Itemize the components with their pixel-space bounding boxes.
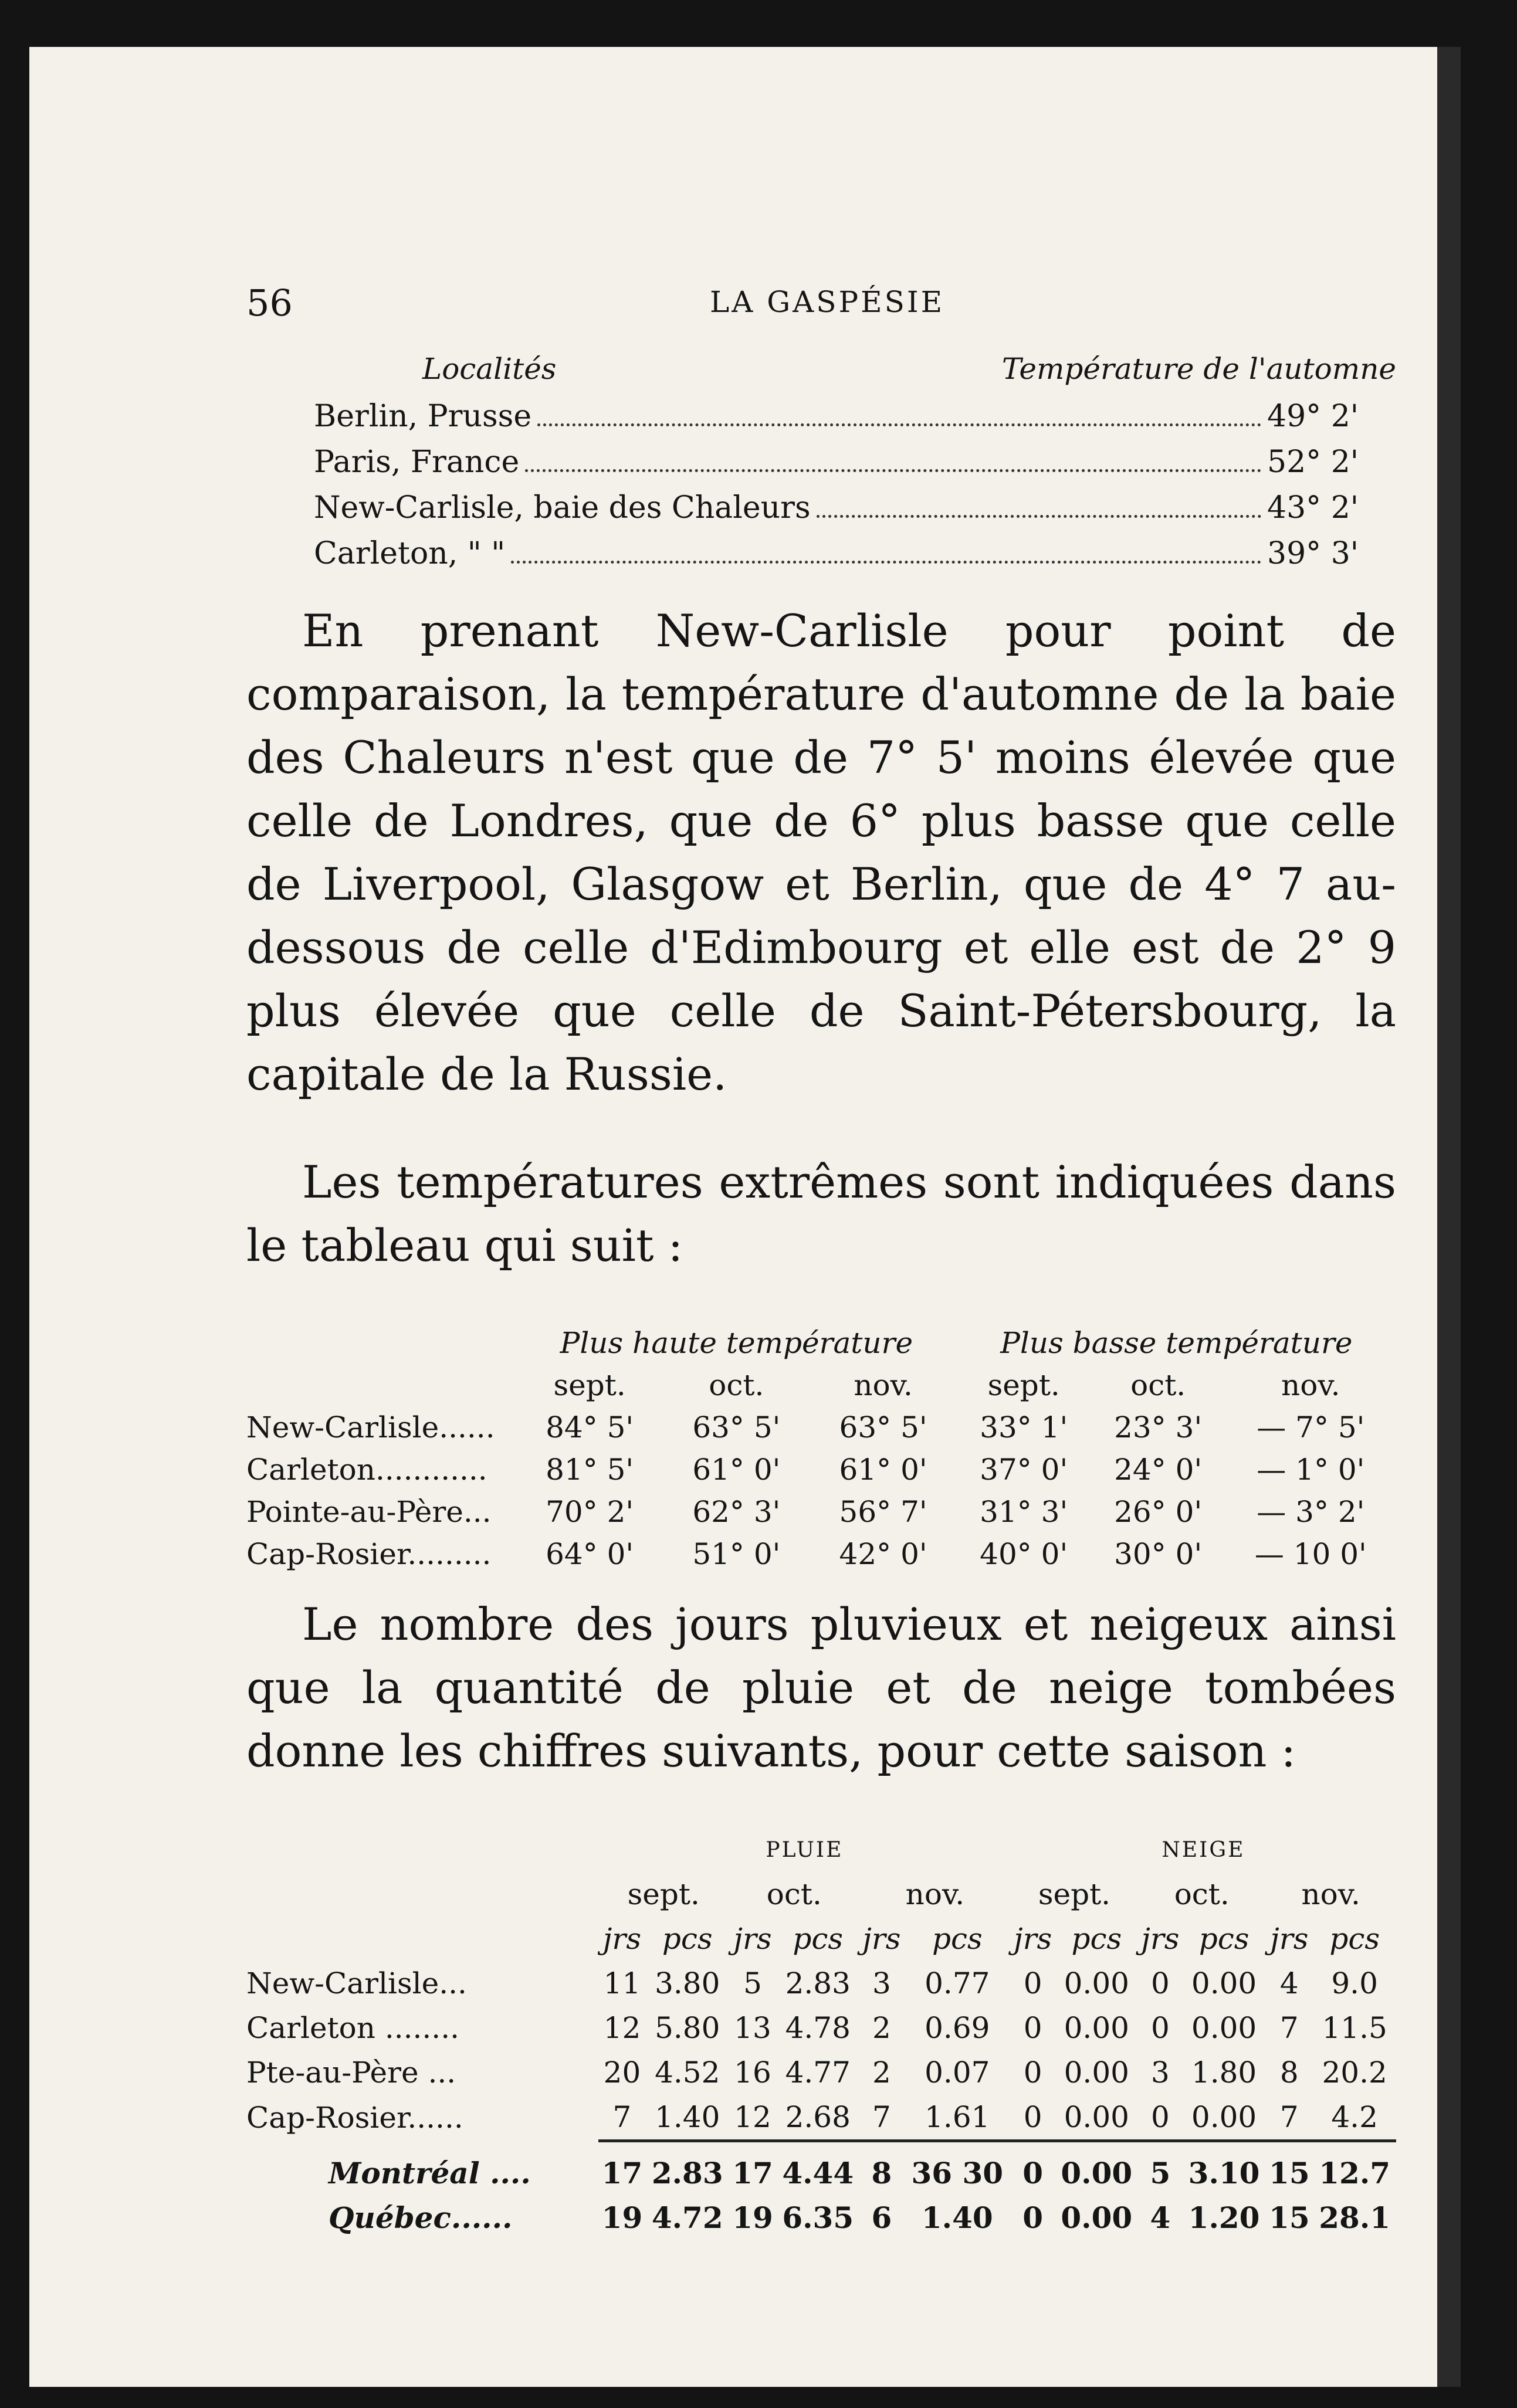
precipitation-cell: 20.2	[1322, 2056, 1387, 2090]
table3-months-header	[246, 1872, 1396, 1917]
precipitation-cell: 0	[1023, 2100, 1042, 2134]
divider-segment	[1313, 2141, 1396, 2151]
divider-spacer	[246, 2141, 598, 2151]
precipitation-cell: 4.44	[782, 2155, 854, 2190]
dot-leader	[525, 469, 1261, 472]
month-header: oct.	[709, 1368, 764, 1402]
table1-row	[246, 399, 1396, 445]
precipitation-cell: 3.80	[655, 1966, 720, 2000]
paragraph-comparison-text: En prenant New-Carlisle pour point de comparaison, la température d'automne de la baie des Chaleurs n'est que de 7° 5' moins élevée que celle de Londres, que de 6° plus basse que celle de Liverpool, Glasgow et Berlin, que de 4° 7 au-dessous de celle d'Edimbourg et elle est de 2° 9 plus élevée que celle de Saint-Pétersbourg, la capitale de la Russie.	[246, 605, 1396, 1100]
city-name: Québec......	[329, 2200, 513, 2235]
table3-divider	[246, 2141, 1396, 2151]
station-name: Carleton............	[246, 1453, 487, 1487]
precipitation-cell: 3	[1151, 2056, 1170, 2090]
month-header: sept.	[553, 1368, 626, 1402]
paragraph-extremes-text: Les températures extrêmes sont indiquées dans le tableau qui suit :	[246, 1156, 1396, 1271]
book-spine-shadow	[1437, 47, 1461, 2387]
dot-leader	[817, 515, 1261, 518]
precipitation-cell: 0	[1022, 2200, 1044, 2235]
precipitation-cell: 1.61	[925, 2100, 990, 2134]
precipitation-cell: 0.00	[1064, 2011, 1129, 2045]
precipitation-cell: 17	[601, 2155, 643, 2190]
precipitation-cell: 4	[1150, 2200, 1171, 2235]
month-header: sept.	[1038, 1877, 1111, 1911]
precipitation-cell: 36 30	[911, 2155, 1004, 2190]
precipitation-cell: 0	[1023, 1966, 1042, 2000]
precipitation-cell: 0.00	[1191, 2011, 1257, 2045]
temperature-cell: 64° 0'	[546, 1537, 634, 1571]
precipitation-cell: 7	[1279, 2011, 1299, 2045]
precipitation-cell: 0.69	[925, 2011, 990, 2045]
temperature-cell: 56° 7'	[839, 1495, 927, 1529]
precipitation-cell: 12.7	[1319, 2155, 1391, 2190]
precipitation-cell: 8	[871, 2155, 892, 2190]
precipitation-cell: 1.40	[655, 2100, 720, 2134]
snow-header: NEIGE	[1162, 1837, 1245, 1862]
unit-header: pcs	[793, 1922, 844, 1956]
precipitation-cell: 5	[1150, 2155, 1171, 2190]
table3-row	[246, 1961, 1396, 2006]
station-name: Cap-Rosier......	[246, 2101, 463, 2135]
precipitation-cell: 19	[732, 2200, 773, 2235]
temperature-cell: — 3° 2'	[1257, 1495, 1365, 1529]
precipitation-cell: 15	[1269, 2200, 1310, 2235]
unit-header: pcs	[1198, 1922, 1250, 1956]
temperature-cell: 24° 0'	[1114, 1453, 1203, 1487]
temperature-cell: 81° 5'	[546, 1453, 634, 1487]
precipitation-cell: 9.0	[1331, 1966, 1378, 2000]
precipitation-cell: 5	[743, 1966, 762, 2000]
city-name: Montréal ....	[329, 2155, 531, 2190]
precipitation-cell: 3	[872, 1966, 891, 2000]
autumn-temperature-value: 49° 2'	[1267, 399, 1359, 434]
precipitation-cell: 4	[1279, 1966, 1299, 2000]
precipitation-cell: 0	[1151, 2100, 1170, 2134]
precipitation-cell: 0.00	[1064, 2056, 1129, 2090]
precipitation-cell: 7	[872, 2100, 891, 2134]
rain-header: PLUIE	[766, 1837, 844, 1862]
table3-units-header	[246, 1917, 1396, 1961]
precipitation-cell: 2	[872, 2011, 891, 2045]
table2-row	[246, 1491, 1396, 1533]
dot-leader	[511, 561, 1261, 564]
autumn-temperature-table	[246, 346, 1396, 582]
table1-row	[246, 490, 1396, 536]
precipitation-cell: 11.5	[1322, 2011, 1387, 2045]
precipitation-cell: 0	[1023, 2011, 1042, 2045]
temperature-cell: 51° 0'	[692, 1537, 781, 1571]
running-title: LA GASPÉSIE	[710, 285, 945, 319]
temperature-cell: 42° 0'	[839, 1537, 927, 1571]
precipitation-cell: 2.83	[785, 1966, 851, 2000]
unit-header: jrs	[733, 1922, 772, 1956]
precipitation-cell: 0	[1151, 1966, 1170, 2000]
precipitation-cell: 0.00	[1064, 2100, 1129, 2134]
station-name: Carleton ........	[246, 2011, 459, 2045]
table1-row	[246, 445, 1396, 490]
unit-header: jrs	[1141, 1922, 1180, 1956]
autumn-temperature-value: 39° 3'	[1267, 536, 1359, 571]
precipitation-cell: 1.80	[1191, 2056, 1257, 2090]
page-number: 56	[246, 282, 293, 324]
precipitation-cell: 0.00	[1191, 1966, 1257, 2000]
temperature-cell: 33° 1'	[980, 1410, 1068, 1444]
station-name: Cap-Rosier.........	[246, 1537, 492, 1571]
precipitation-cell: 2.68	[785, 2100, 851, 2134]
station-name: Pointe-au-Père...	[246, 1495, 492, 1529]
divider-segment	[646, 2141, 729, 2151]
temperature-cell: 63° 5'	[839, 1410, 927, 1444]
temperature-cell: 40° 0'	[980, 1537, 1068, 1571]
temperature-cell: 63° 5'	[692, 1410, 781, 1444]
table2-group-header	[246, 1322, 1396, 1364]
precipitation-cell: 0.00	[1064, 1966, 1129, 2000]
precipitation-cell: 11	[603, 1966, 641, 2000]
precipitation-cell: 1.40	[921, 2200, 993, 2235]
paragraph-comparison	[246, 599, 1396, 1106]
precipitation-cell: 12	[734, 2100, 771, 2134]
table3-comparison-row	[246, 2151, 1396, 2195]
precipitation-cell: 7	[1279, 2100, 1299, 2134]
unit-header: pcs	[932, 1922, 983, 1956]
temperature-cell: 30° 0'	[1114, 1537, 1203, 1571]
divider-segment	[1265, 2141, 1313, 2151]
temperature-column-header: Température de l'automne	[1001, 352, 1396, 386]
precipitation-cell: 0.00	[1061, 2200, 1133, 2235]
precipitation-cell: 4.52	[655, 2056, 720, 2090]
table2-months-header	[246, 1364, 1396, 1406]
book-page	[29, 47, 1461, 2387]
precipitation-cell: 0.00	[1191, 2100, 1257, 2134]
table3-row	[246, 2006, 1396, 2050]
table3-group-header	[246, 1827, 1396, 1872]
low-temperature-header: Plus basse température	[1000, 1326, 1353, 1360]
precipitation-cell: 15	[1269, 2155, 1310, 2190]
month-header: sept.	[627, 1877, 700, 1911]
month-header: nov.	[1281, 1368, 1340, 1402]
table2-row	[246, 1449, 1396, 1491]
dot-leader	[537, 423, 1261, 426]
paragraph-precipitation-text: Le nombre des jours pluvieux et neigeux ainsi que la quantité de pluie et de neige tombées donne les chiffres suivants, pour cette saison :	[246, 1598, 1396, 1777]
high-temperature-header: Plus haute température	[560, 1326, 913, 1360]
autumn-temperature-value: 52° 2'	[1267, 445, 1359, 480]
month-header: oct.	[766, 1877, 822, 1911]
precipitation-cell: 5.80	[655, 2011, 720, 2045]
page-content	[246, 282, 1396, 2240]
running-header	[246, 282, 1396, 346]
extreme-temperatures-table	[246, 1322, 1396, 1575]
month-header: nov.	[905, 1877, 965, 1911]
month-header: oct.	[1130, 1368, 1186, 1402]
precipitation-cell: 0	[1023, 2056, 1042, 2090]
precipitation-cell: 2.83	[651, 2155, 723, 2190]
precipitation-cell: 20	[603, 2056, 641, 2090]
precipitation-cell: 4.78	[785, 2011, 851, 2045]
precipitation-cell: 0.77	[925, 1966, 990, 2000]
temperature-cell: 62° 3'	[692, 1495, 781, 1529]
precipitation-cell: 13	[734, 2011, 771, 2045]
paragraph-precipitation-intro	[246, 1593, 1396, 1783]
divider-segment	[1183, 2141, 1266, 2151]
table3-comparison-row	[246, 2195, 1396, 2240]
locality-name: Carleton, " "	[314, 536, 506, 571]
unit-header: jrs	[602, 1922, 641, 1956]
localities-column-header: Localités	[422, 352, 557, 386]
temperature-cell: 61° 0'	[839, 1453, 927, 1487]
paragraph-extremes-intro	[246, 1151, 1396, 1277]
divider-segment	[1138, 2141, 1183, 2151]
precipitation-cell: 16	[734, 2056, 771, 2090]
unit-header: jrs	[862, 1922, 901, 1956]
precipitation-cell: 2	[872, 2056, 891, 2090]
divider-segment	[729, 2141, 777, 2151]
precipitation-cell: 0.00	[1061, 2155, 1133, 2190]
temperature-cell: — 10 0'	[1254, 1537, 1367, 1571]
precipitation-cell: 0	[1022, 2155, 1044, 2190]
temperature-cell: 31° 3'	[980, 1495, 1068, 1529]
locality-name: Paris, France	[314, 445, 520, 480]
temperature-cell: 26° 0'	[1114, 1495, 1203, 1529]
autumn-temperature-value: 43° 2'	[1267, 490, 1359, 525]
divider-segment	[859, 2141, 904, 2151]
month-header: nov.	[854, 1368, 913, 1402]
table2-row	[246, 1406, 1396, 1449]
locality-name: Berlin, Prusse	[314, 399, 532, 434]
precipitation-cell: 12	[603, 2011, 641, 2045]
station-name: New-Carlisle......	[246, 1410, 495, 1444]
precipitation-cell: 28.1	[1319, 2200, 1391, 2235]
precipitation-cell: 6.35	[782, 2200, 854, 2235]
temperature-cell: 70° 2'	[546, 1495, 634, 1529]
precipitation-cell: 8	[1279, 2056, 1299, 2090]
divider-segment	[598, 2141, 646, 2151]
divider-segment	[1011, 2141, 1055, 2151]
station-name: New-Carlisle...	[246, 1966, 467, 2000]
table1-row	[246, 536, 1396, 582]
precipitation-cell: 4.2	[1331, 2100, 1378, 2134]
unit-header: jrs	[1014, 1922, 1052, 1956]
divider-segment	[1055, 2141, 1138, 2151]
unit-header: pcs	[662, 1922, 713, 1956]
temperature-cell: — 7° 5'	[1257, 1410, 1365, 1444]
temperature-cell: 61° 0'	[692, 1453, 781, 1487]
table1-rows	[246, 399, 1396, 582]
precipitation-cell: 3.10	[1188, 2155, 1260, 2190]
temperature-cell: 84° 5'	[546, 1410, 634, 1444]
table3-row	[246, 2050, 1396, 2095]
precipitation-cell: 17	[732, 2155, 773, 2190]
precipitation-cell: 4.72	[651, 2200, 723, 2235]
precipitation-cell: 0	[1151, 2011, 1170, 2045]
table1-header	[246, 346, 1396, 399]
divider-segment	[776, 2141, 859, 2151]
unit-header: pcs	[1071, 1922, 1122, 1956]
precipitation-cell: 6	[871, 2200, 892, 2235]
temperature-cell: 23° 3'	[1114, 1410, 1203, 1444]
locality-name: New-Carlisle, baie des Chaleurs	[314, 490, 811, 525]
precipitation-cell: 7	[612, 2100, 632, 2134]
unit-header: pcs	[1329, 1922, 1380, 1956]
unit-header: jrs	[1270, 1922, 1309, 1956]
precipitation-cell: 4.77	[785, 2056, 851, 2090]
month-header: oct.	[1174, 1877, 1230, 1911]
temperature-cell: — 1° 0'	[1257, 1453, 1365, 1487]
precipitation-cell: 0.07	[925, 2056, 990, 2090]
precipitation-cell: 19	[601, 2200, 643, 2235]
temperature-cell: 37° 0'	[980, 1453, 1068, 1487]
table2-row	[246, 1533, 1396, 1575]
precipitation-cell: 1.20	[1188, 2200, 1260, 2235]
station-name: Pte-au-Père ...	[246, 2056, 456, 2090]
table3-row	[246, 2095, 1396, 2141]
month-header: nov.	[1301, 1877, 1360, 1911]
divider-segment	[904, 2141, 1011, 2151]
month-header: sept.	[987, 1368, 1060, 1402]
precipitation-table	[246, 1827, 1396, 2240]
